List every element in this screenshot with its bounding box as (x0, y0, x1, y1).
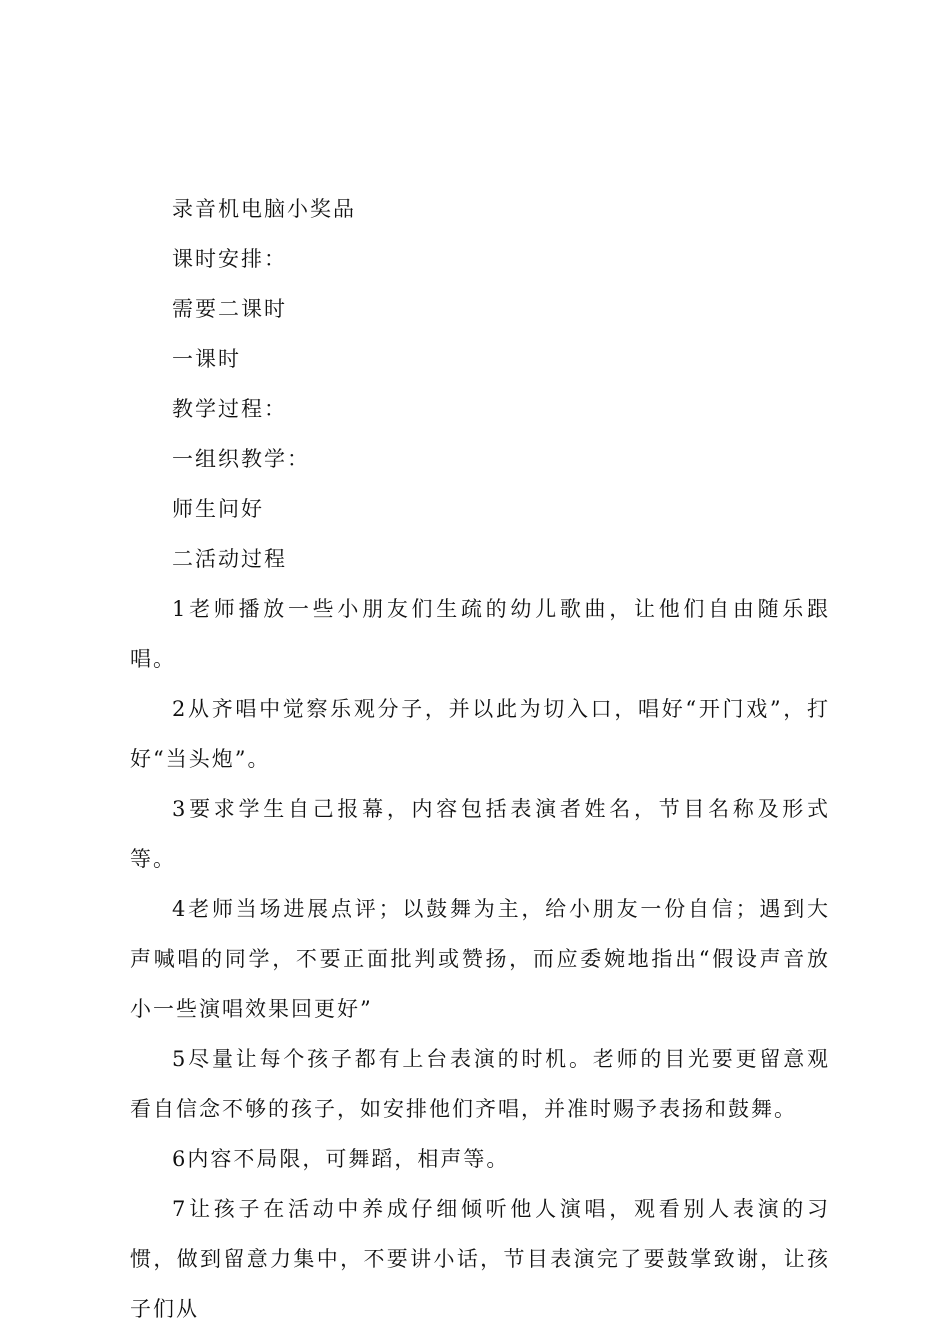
paragraph-step-3: 3要求学生自己报幕，内容包括表演者姓名，节目名称及形式等。 (130, 797, 830, 871)
paragraph-step-1: 1老师播放一些小朋友们生疏的幼儿歌曲，让他们自由随乐跟唱。 (130, 597, 830, 671)
paragraph-step-7: 7让孩子在活动中养成仔细倾听他人演唱，观看别人表演的习惯，做到留意力集中，不要讲小话，节目表演完了要鼓掌致谢，让孩子们从 (130, 1197, 830, 1321)
paragraph-schedule-heading: 课时安排： (172, 247, 287, 271)
paragraph-step-2: 2从齐唱中觉察乐观分子，并以此为切入口，唱好“开门戏”，打好“当头炮”。 (130, 697, 830, 771)
paragraph-process-heading: 教学过程： (172, 397, 287, 421)
paragraph-greeting: 师生问好 (172, 497, 264, 521)
paragraph-first-lesson: 一课时 (172, 347, 241, 371)
paragraph-step-4: 4老师当场进展点评；以鼓舞为主，给小朋友一份自信；遇到大声喊唱的同学，不要正面批判或赞扬，而应委婉地指出“假设声音放小一些演唱效果回更好” (130, 897, 830, 1021)
paragraph-schedule-total: 需要二课时 (172, 297, 287, 321)
paragraph-step-5: 5尽量让每个孩子都有上台表演的时机。老师的目光要更留意观看自信念不够的孩子，如安排他们齐唱，并准时赐予表扬和鼓舞。 (130, 1047, 830, 1121)
document-body (130, 184, 830, 1334)
paragraph-materials: 录音机电脑小奖品 (172, 197, 356, 221)
paragraph-activity-heading: 二活动过程 (172, 547, 287, 571)
paragraph-step-6: 6内容不局限，可舞蹈，相声等。 (172, 1147, 510, 1171)
paragraph-organize-heading: 一组织教学： (172, 447, 310, 471)
